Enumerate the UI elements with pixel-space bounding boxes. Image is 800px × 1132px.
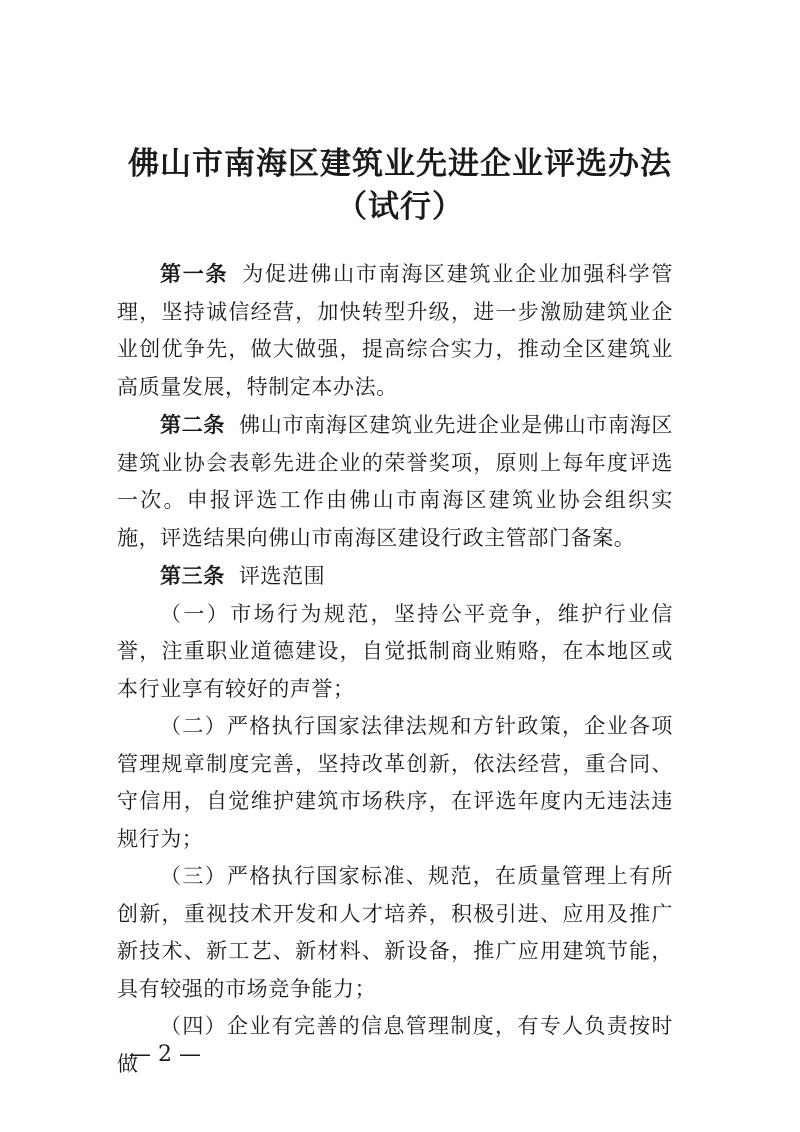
article-text: 佛山市南海区建筑业先进企业是佛山市南海区建筑业协会表彰先进企业的荣誉奖项，原则上每年度评选一次。申报评选工作由佛山市南海区建筑业协会组织实施，评选结果向佛山市南海区建设行政主管部门备案。: [117, 413, 673, 550]
document-subtitle: （试行）: [336, 189, 464, 225]
paragraph-article-2: [117, 406, 673, 557]
document-title: 佛山市南海区建筑业先进企业评选办法: [128, 146, 672, 182]
paragraph-item-1: [117, 596, 673, 709]
paragraph-item-2: [117, 708, 673, 858]
article-text: 为促进佛山市南海区建筑业企业加强科学管理，坚持诚信经营，加快转型升级，进一步激励建筑业企业创优争先，做大做强，提高综合实力，推动全区建筑业高质量发展，特制定本办法。: [117, 262, 673, 399]
item-text: （二）严格执行国家法律法规和方针政策，企业各项管理规章制度完善，坚持改革创新，依法经营，重合同、守信用，自觉维护建筑市场秩序，在评选年度内无违法违规行为；: [117, 714, 673, 851]
paragraph-article-1: [117, 255, 673, 406]
document-body: [117, 255, 673, 1083]
article-text: 评选范围: [238, 564, 326, 588]
paragraph-item-3: [117, 858, 673, 1008]
item-text: （一）市场行为规范，坚持公平竞争，维护行业信誉，注重职业道德建设，自觉抵制商业贿赂，在本地区或本行业享有较好的声誉；: [117, 601, 673, 701]
item-text: （四）企业有完善的信息管理制度，有专人负责按时做: [117, 1014, 673, 1076]
page-number: — 2 —: [129, 1042, 201, 1067]
item-text: （三）严格执行国家标准、规范，在质量管理上有所创新，重视技术开发和人才培养，积极引进、应用及推广新技术、新工艺、新材料、新设备，推广应用建筑节能，具有较强的市场竞争能力；: [117, 864, 673, 1001]
paragraph-article-3: [117, 557, 673, 596]
article-heading: 第二条: [160, 412, 226, 437]
article-heading: 第三条: [160, 563, 225, 588]
article-heading: 第一条: [160, 261, 229, 286]
